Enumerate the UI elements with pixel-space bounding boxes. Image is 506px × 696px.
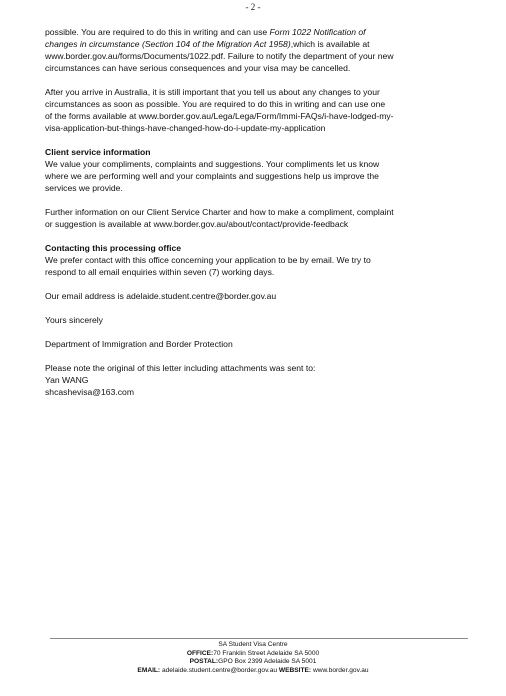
postal-label: POSTAL: [189,658,219,666]
text-segment: possible. You are required to do this in writing and can use [45,27,270,37]
text-line: visa-application-but-things-have-changed-how-do-i-update-my-application [45,123,326,133]
closing: Yours sincerely [45,315,103,325]
form-reference: changes in circumstance (Section 104 of the Migration Act 1958) [45,39,291,49]
text-line [45,38,465,50]
text-line: circumstances as soon as possible. You are required to do this in writing and can use one [45,99,386,109]
form-reference: Form 1022 Notification of [269,27,366,37]
postal-address: GPO Box 2399 Adelaide SA 5001 [218,658,317,666]
section-contacting [45,242,465,278]
section-client-service [45,146,465,194]
text-line: We prefer contact with this office concerning your application to be by email. We try to [45,255,371,265]
text-line: circumstances can have serious consequences and your visa may be cancelled. [45,63,351,73]
text-line: After you arrive in Australia, it is still important that you tell us about any changes to your [45,87,380,97]
paragraph-after-arrival [45,86,465,134]
text-segment: ,which is available at [290,39,370,49]
footer-divider [50,638,468,639]
footer-contact [0,667,506,676]
paragraph-change-circumstances [45,26,465,74]
page-number: - 2 - [245,2,261,12]
text-line: Further information on our Client Service Charter and how to make a compliment, complaint [45,207,394,217]
footer-email: adelaide.student.centre@border.gov.au [160,666,279,674]
paragraph-feedback [45,206,465,230]
website-label: WEBSITE: [278,666,312,674]
email-label: EMAIL: [137,666,161,674]
text-line: or suggestion is available at www.border.gov.au/about/contact/provide-feedback [45,219,349,229]
office-label: OFFICE: [186,649,214,657]
footer-office [0,650,506,659]
footer-postal [0,658,506,667]
text-line: of the forms available at www.border.gov.au/Lega/Lega/Form/Immi-FAQs/i-have-lodged-my- [45,111,394,121]
recipient-name: Yan WANG [45,375,89,385]
text-line [45,26,465,38]
section-heading: Client service information [45,147,151,157]
text-line: where we are performing well and your complaints and suggestions help us improve the [45,171,379,181]
letter-body [45,26,465,398]
text-line: We value your compliments, complaints and suggestions. Your compliments let us know [45,159,380,169]
text-line: Please note the original of this letter including attachments was sent to: [45,363,316,373]
recipient-email: shcashevisa@163.com [45,387,134,397]
office-address: 70 Franklin Street Adelaide SA 5000 [213,649,320,657]
section-heading: Contacting this processing office [45,243,182,253]
footer-title: SA Student Visa Centre [218,641,288,648]
email-address-line: Our email address is adelaide.student.centre@border.gov.au [45,291,277,301]
footer-website: www.border.gov.au [311,666,369,674]
footer [0,641,506,675]
text-line: respond to all email enquiries within seven (7) working days. [45,267,275,277]
distribution-note [45,362,465,398]
text-line: services we provide. [45,183,123,193]
text-line: www.border.gov.au/forms/Documents/1022.pdf. Failure to notify the department of your new [45,51,394,61]
signature-department: Department of Immigration and Border Protection [45,339,233,349]
